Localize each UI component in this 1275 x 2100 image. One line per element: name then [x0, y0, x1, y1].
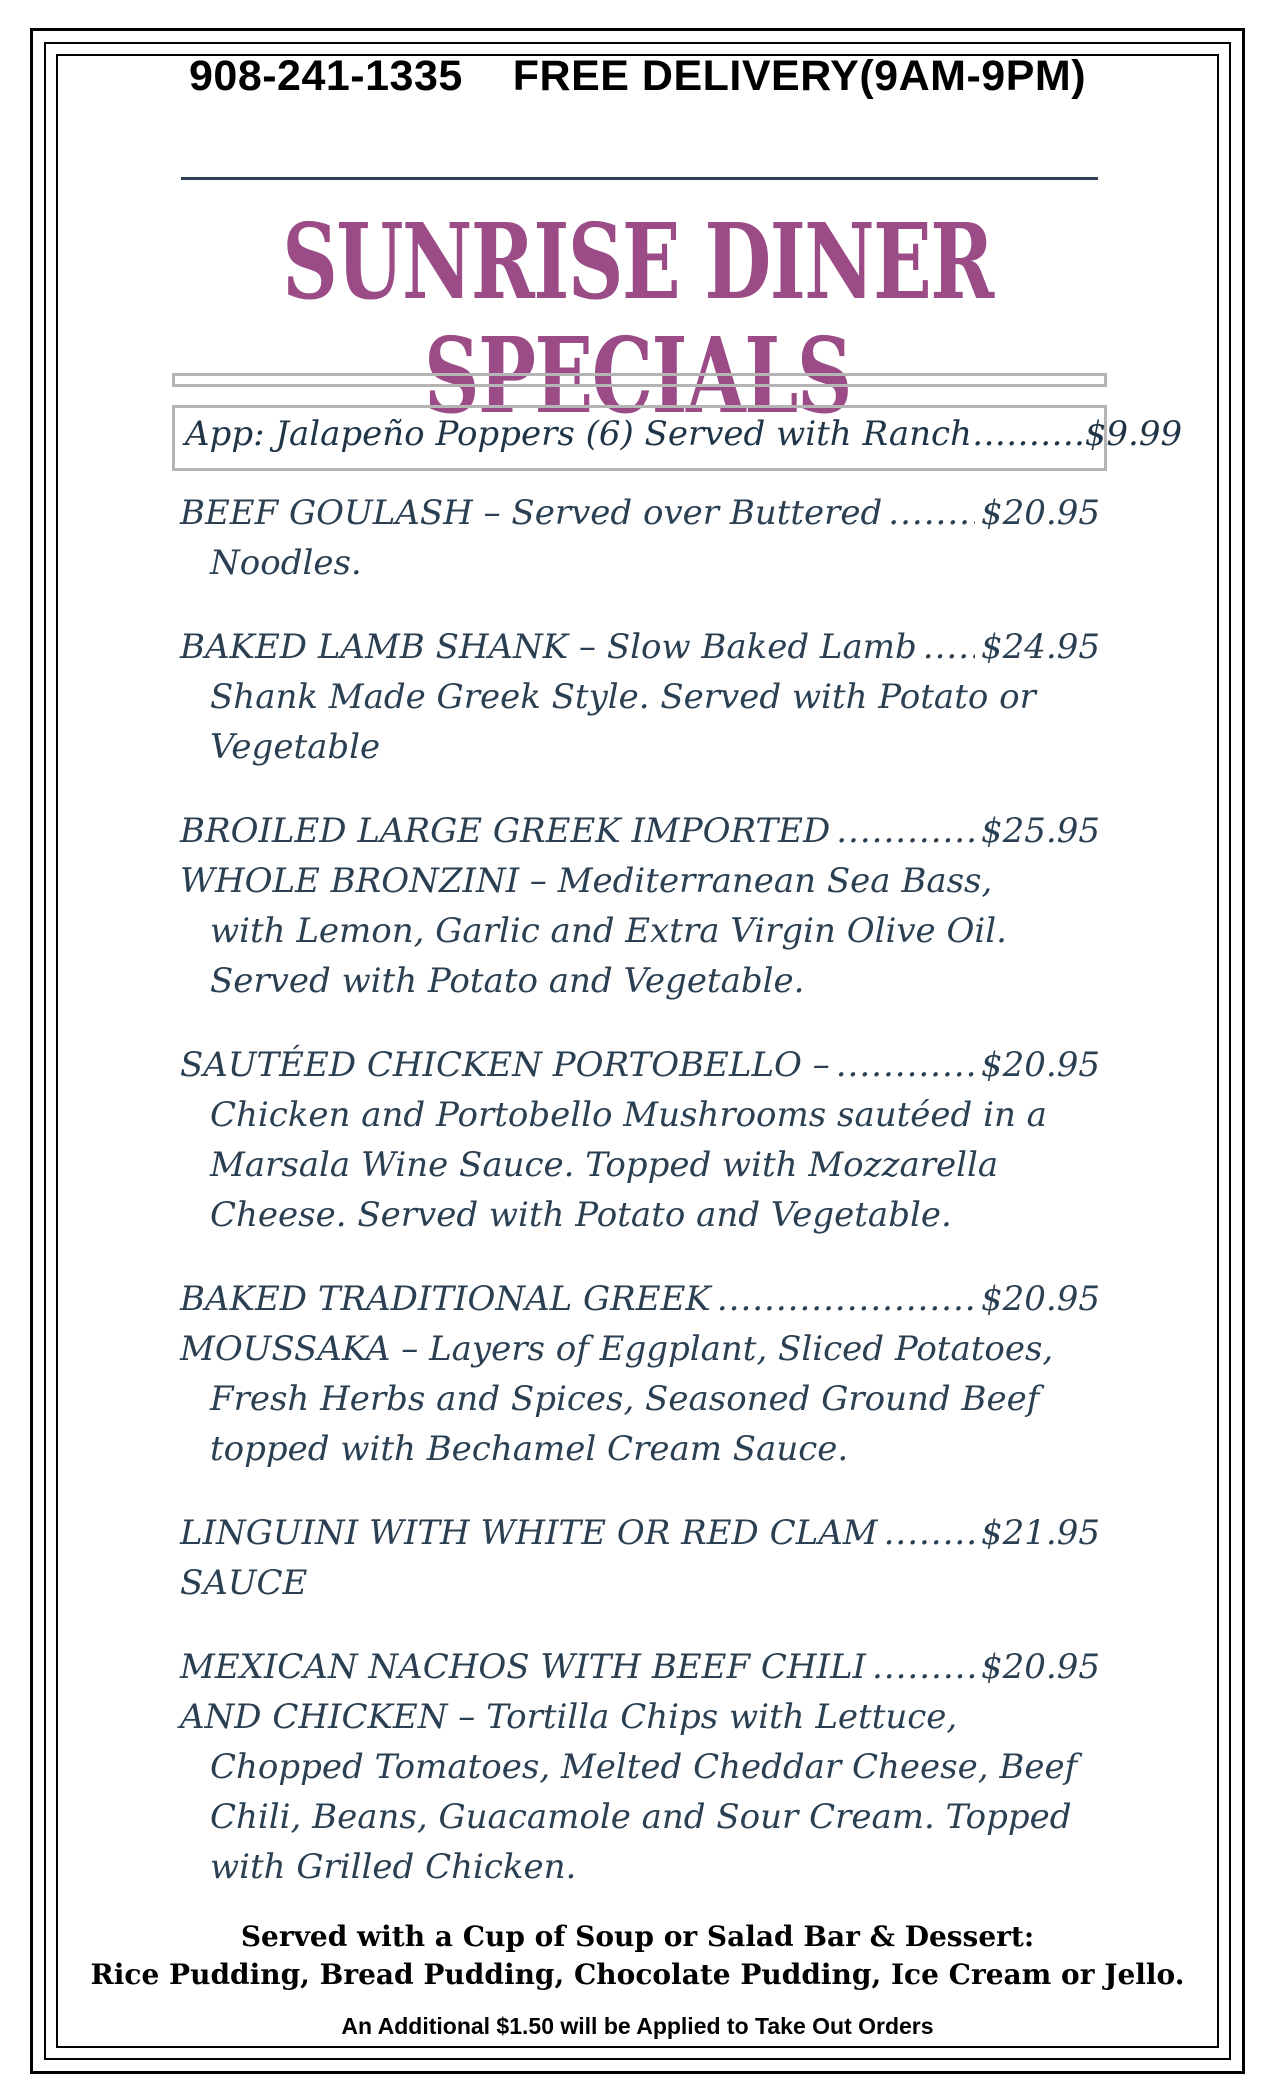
menu-item-description: Served with Potato and Vegetable. [210, 961, 805, 1001]
menu-item-price: $20.95 [981, 493, 1100, 533]
menu-item-description: Chopped Tomatoes, Melted Cheddar Cheese, Beef [210, 1747, 1078, 1787]
menu-item-name: BAKED LAMB SHANK – Slow Baked Lamb [180, 627, 917, 667]
served-with [0, 1918, 1275, 1994]
menu-item-description: with Grilled Chicken. [210, 1847, 577, 1887]
menu-item [180, 1642, 1100, 1892]
dot-leader [836, 806, 975, 856]
menu-item-name-cont: MOUSSAKA – Layers of Eggplant, Sliced Potatoes, [180, 1329, 1054, 1369]
menu-item [180, 622, 1100, 772]
menu-item-name: MEXICAN NACHOS WITH BEEF CHILI [180, 1647, 866, 1687]
menu-item-description: Chicken and Portobello Mushrooms sautéed in a [210, 1095, 1047, 1135]
served-with-line2: Rice Pudding, Bread Pudding, Chocolate Pudding, Ice Cream or Jello. [90, 1958, 1185, 1991]
menu-item-description: Chili, Beans, Guacamole and Sour Cream. Topped [210, 1797, 1072, 1837]
header [0, 52, 1275, 101]
menu-item-name-cont: AND CHICKEN – Tortilla Chips with Lettuce, [180, 1697, 958, 1737]
menu-item-price: $20.95 [981, 1647, 1100, 1687]
menu-item-price: $20.95 [981, 1279, 1100, 1319]
menu-item-description: Noodles. [210, 543, 362, 583]
menu-item-description: Shank Made Greek Style. Served with Potato or [210, 677, 1036, 717]
menu-item [180, 1274, 1100, 1474]
dot-leader [923, 622, 975, 672]
menu-item [180, 1040, 1100, 1240]
title-divider [172, 373, 1107, 387]
dot-leader [717, 1274, 975, 1324]
menu-item-price: $20.95 [981, 1045, 1100, 1085]
menu-item [180, 806, 1100, 1006]
menu-item [180, 488, 1100, 588]
menu-item-name-cont: SAUCE [180, 1563, 308, 1603]
dot-leader [872, 1642, 975, 1692]
appetizer-text: App: Jalapeño Poppers (6) Served with Ranch……….$9.99 [185, 414, 1183, 454]
page-title: SUNRISE DINER SPECIALS [282, 200, 993, 438]
menu-item-name: BROILED LARGE GREEK IMPORTED [180, 811, 831, 851]
menu-item-name: BEEF GOULASH – Served over Buttered [180, 493, 883, 533]
menu-item-price: $24.95 [981, 627, 1100, 667]
menu-item-price: $25.95 [981, 811, 1100, 851]
takeout-note: An Additional $1.50 will be Applied to Take Out Orders [341, 2013, 934, 2039]
dot-leader [884, 1508, 975, 1558]
menu-item [180, 1508, 1100, 1608]
phone-number: 908-241-1335 [188, 52, 463, 100]
menu-item-price: $21.95 [981, 1513, 1100, 1553]
served-with-line1: Served with a Cup of Soup or Salad Bar & Dessert: [240, 1920, 1035, 1953]
menu-item-description: topped with Bechamel Cream Sauce. [210, 1429, 849, 1469]
menu-item-description: Fresh Herbs and Spices, Seasoned Ground Beef [210, 1379, 1040, 1419]
menu-item-description: with Lemon, Garlic and Extra Virgin Olive Oil. [210, 911, 1007, 951]
menu-item-name: SAUTÉED CHICKEN PORTOBELLO – [180, 1045, 830, 1085]
menu-item-name: LINGUINI WITH WHITE OR RED CLAM [180, 1513, 878, 1553]
menu-item-description: Vegetable [210, 727, 381, 767]
menu-item-description: Marsala Wine Sauce. Topped with Mozzarella [210, 1145, 999, 1185]
dot-leader [836, 1040, 975, 1090]
menu-item-name: BAKED TRADITIONAL GREEK [180, 1279, 711, 1319]
menu-item-description: Cheese. Served with Potato and Vegetable. [210, 1195, 952, 1235]
menu-item-name-cont: WHOLE BRONZINI – Mediterranean Sea Bass, [180, 861, 993, 901]
dot-leader [888, 488, 975, 538]
delivery-hours: FREE DELIVERY(9AM-9PM) [512, 52, 1087, 100]
top-divider [181, 177, 1098, 180]
appetizer-box [172, 405, 1183, 471]
specials-list [180, 488, 1100, 1926]
